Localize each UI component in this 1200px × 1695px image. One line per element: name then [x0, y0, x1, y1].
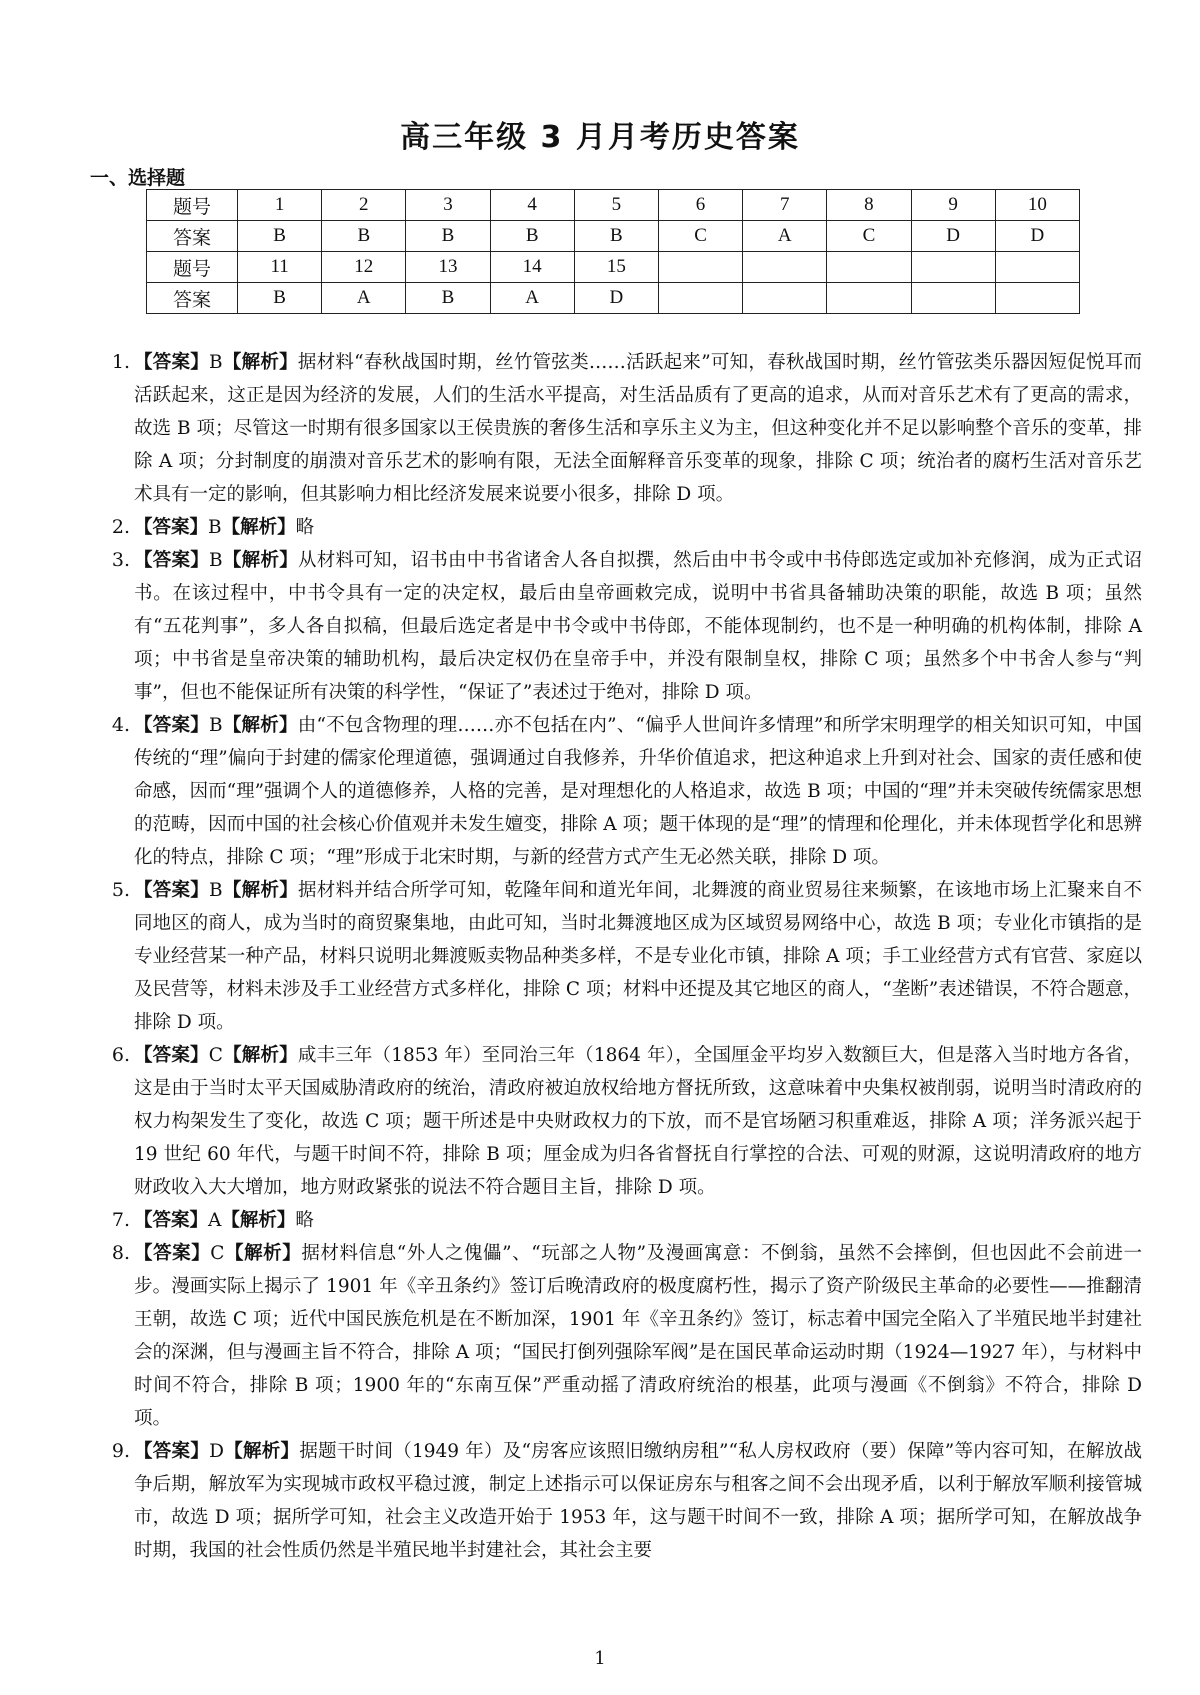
analysis-tag: 【解析】: [224, 1243, 302, 1264]
table-cell: 13: [406, 252, 490, 283]
analysis-tag: 【解析】: [223, 1441, 300, 1462]
table-cell: 5: [574, 190, 658, 221]
analysis-text: 咸丰三年（1853 年）至同治三年（1864 年），全国厘金平均岁入数额巨大，但是落入当时地方各省，这是由于当时太平天国威胁清政府的统治，清政府被迫放权给地方督抚所致，这意味着中央集权被削弱，说明当时清政府的权力构架发生了变化，故选 C 项；题干所述是中央财政权力的下放，而不是官场陋习积重难返，排除 A 项；洋务派兴起于 19 世纪 60 年代，与题干时间不符，排除 B 项；厘金成为归各省督抚自行掌控的合法、可观的财源，这说明清政府的地方财政收入大大增加，地方财政紧张的说法不符合题目主旨，排除 D 项。: [134, 1045, 1142, 1198]
item-body: [134, 1204, 1142, 1237]
analysis-text: 据题干时间（1949 年）及“房客应该照旧缴纳房租”“私人房权政府（要）保障”等内容可知，在解放战争后期，解放军为实现城市政权平稳过渡，制定上述指示可以保证房东与租客之间不会出现矛盾，以利于解放军顺利接管城市，故选 D 项；据所学可知，社会主义改造开始于 1953 年，这与题干时间不一致，排除 A 项；据所学可知，在解放战争时期，我国的社会性质仍然是半殖民地半封建社会，其社会主要: [134, 1441, 1142, 1561]
analysis-tag: 【解析】: [222, 1045, 298, 1066]
analysis-tag: 【解析】: [222, 550, 298, 571]
analysis-text: 据材料“春秋战国时期，丝竹管弦类……活跃起来”可知，春秋战国时期，丝竹管弦类乐器因短促悦耳而活跃起来，这正是因为经济的发展，人们的生活水平提高，对生活品质有了更高的追求，从而对音乐艺术有了更高的需求，故选 B 项；尽管这一时期有很多国家以王侯贵族的奢侈生活和享乐主义为主，但这种变化并不足以影响整个音乐的变革，排除 A 项；分封制度的崩溃对音乐艺术的影响有限，无法全面解释音乐变革的现象，排除 C 项；统治者的腐朽生活对音乐艺术具有一定的影响，但其影响力相比经济发展来说要小很多，排除 D 项。: [134, 352, 1142, 505]
analysis-tag: 【解析】: [222, 352, 298, 373]
answer-tag: 【答案】: [134, 1441, 210, 1462]
table-row: [147, 252, 1080, 283]
table-cell: 15: [574, 252, 658, 283]
answer-letter: B: [208, 715, 223, 736]
table-cell: [658, 252, 742, 283]
explanation-list: [98, 346, 1142, 1567]
list-item: [98, 1204, 1142, 1237]
page-number: 1: [594, 1648, 606, 1669]
table-cell: B: [322, 221, 406, 252]
table-cell: B: [490, 221, 574, 252]
analysis-text: 据材料信息“外人之傀儡”、“玩部之人物”及漫画寓意：不倒翁，虽然不会摔倒，但也因此不会前进一步。漫画实际上揭示了 1901 年《辛丑条约》签订后晚清政府的极度腐朽性，揭示了资产阶级民主革命的必要性——推翻清王朝，故选 C 项；近代中国民族危机是在不断加深，1901 年《辛丑条约》签订，标志着中国完全陷入了半殖民地半封建社会的深渊，但与漫画主旨不符合，排除 A 项；“国民打倒列强除军阀”是在国民革命运动时期（1924—1927 年），与材料中时间不符合，排除 B 项；1900 年的“东南互保”严重动摇了清政府统治的根基，此项与漫画《不倒翁》不符合，排除 D 项。: [134, 1243, 1142, 1429]
item-body: [134, 1435, 1142, 1567]
analysis-text: 略: [295, 517, 315, 538]
analysis-text: 从材料可知，诏书由中书省诸舍人各自拟撰，然后由中书令或中书侍郎选定或加补充修润，成为正式诏书。在该过程中，中书令具有一定的决定权，最后由皇帝画敕完成，说明中书省具备辅助决策的职能，故选 B 项；虽然有“五花判事”，多人各自拟稿，但最后选定者是中书令或中书侍郎，不能体现制约，也不是一种明确的机构体制，排除 A 项；中书省是皇帝决策的辅助机构，最后决定权仍在皇帝手中，并没有限制皇权，排除 C 项；虽然多个中书舍人参与“判事”，但也不能保证所有决策的科学性，“保证了”表述过于绝对，排除 D 项。: [134, 550, 1142, 703]
section-heading: 一、选择题: [90, 167, 186, 189]
list-item: [98, 709, 1142, 874]
answer-tag: 【答案】: [134, 715, 209, 736]
item-number: 8.: [111, 1242, 130, 1264]
item-body: [134, 874, 1142, 1039]
item-body: [134, 511, 1142, 544]
table-row: [147, 221, 1080, 252]
analysis-tag: 【解析】: [221, 1210, 296, 1231]
table-cell: B: [574, 221, 658, 252]
list-item: [98, 1435, 1142, 1567]
table-cell: D: [995, 221, 1079, 252]
list-item: [98, 874, 1142, 1039]
answer-tag: 【答案】: [134, 1045, 209, 1066]
item-number: 3.: [111, 549, 130, 571]
answer-letter: B: [209, 352, 223, 373]
table-cell: [995, 252, 1079, 283]
table-cell: 7: [743, 190, 827, 221]
answer-letter: B: [208, 517, 222, 538]
item-number: 5.: [111, 879, 130, 901]
table-cell: A: [743, 221, 827, 252]
list-item: [98, 346, 1142, 511]
list-item: [98, 511, 1142, 544]
table-cell: 3: [406, 190, 490, 221]
row-label-cell: 答案: [147, 221, 238, 252]
item-body: [134, 544, 1142, 709]
page-title: 高三年级 3 月月考历史答案: [400, 120, 800, 155]
row-label-cell: 题号: [147, 190, 238, 221]
table-cell: [658, 283, 742, 314]
table-cell: B: [406, 283, 490, 314]
table-cell: C: [827, 221, 911, 252]
table-cell: 12: [322, 252, 406, 283]
item-body: [134, 1237, 1142, 1435]
table-cell: 1: [238, 190, 322, 221]
table-cell: D: [911, 221, 995, 252]
table-cell: 4: [490, 190, 574, 221]
list-item: [98, 1237, 1142, 1435]
item-number: 4.: [111, 714, 130, 736]
item-number: 9.: [111, 1440, 130, 1462]
table-cell: [743, 283, 827, 314]
analysis-text: 据材料并结合所学可知，乾隆年间和道光年间，北舞渡的商业贸易往来频繁，在该地市场上汇聚来自不同地区的商人，成为当时的商贸聚集地，由此可知，当时北舞渡地区成为区域贸易网络中心，故选 B 项；专业化市镇指的是专业经营某一种产品，材料只说明北舞渡贩卖物品种类多样，不是专业化市镇，排除 A 项；手工业经营方式有官营、家庭以及民营等，材料未涉及手工业经营方式多样化，排除 C 项；材料中还提及其它地区的商人，“垄断”表述错误，不符合题意，排除 D 项。: [134, 880, 1142, 1033]
table-cell: A: [322, 283, 406, 314]
table-row: [147, 190, 1080, 221]
table-cell: B: [238, 283, 322, 314]
table-cell: B: [406, 221, 490, 252]
answer-tag: 【答案】: [134, 880, 210, 901]
table-cell: [995, 283, 1079, 314]
analysis-tag: 【解析】: [221, 517, 296, 538]
table-cell: [827, 283, 911, 314]
item-body: [134, 346, 1142, 511]
row-label-cell: 答案: [147, 283, 238, 314]
analysis-tag: 【解析】: [222, 715, 298, 736]
answer-letter: A: [208, 1210, 222, 1231]
answer-letter: C: [210, 1243, 225, 1264]
analysis-tag: 【解析】: [222, 880, 298, 901]
table-cell: D: [574, 283, 658, 314]
table-cell: 11: [238, 252, 322, 283]
table-cell: C: [658, 221, 742, 252]
item-number: 7.: [111, 1209, 130, 1231]
item-body: [134, 1039, 1142, 1204]
table-cell: 2: [322, 190, 406, 221]
item-body: [134, 709, 1142, 874]
list-item: [98, 544, 1142, 709]
table-cell: [743, 252, 827, 283]
table-cell: 10: [995, 190, 1079, 221]
answer-letter: D: [209, 1441, 224, 1462]
table-cell: A: [490, 283, 574, 314]
analysis-text: 略: [295, 1210, 314, 1231]
item-number: 1.: [111, 351, 130, 373]
answer-letter: B: [209, 880, 223, 901]
table-cell: 14: [490, 252, 574, 283]
answer-tag: 【答案】: [134, 1210, 209, 1231]
analysis-text: 由“不包含物理的理……亦不包括在内”、“偏乎人世间许多情理”和所学宋明理学的相关知识可知，中国传统的“理”偏向于封建的儒家伦理道德，强调通过自我修养，升华价值追求，把这种追求上升到对社会、国家的责任感和使命感，因而“理”强调个人的道德修养，人格的完善，是对理想化的人格追求，故选 B 项；中国的“理”并未突破传统儒家思想的范畴，因而中国的社会核心价值观并未发生嬗变，排除 A 项；题干体现的是“理”的情理和伦理化，并未体现哲学化和思辨化的特点，排除 C 项；“理”形成于北宋时期，与新的经营方式产生无必然关联，排除 D 项。: [134, 715, 1142, 868]
table-cell: B: [238, 221, 322, 252]
row-label-cell: 题号: [147, 252, 238, 283]
item-number: 6.: [111, 1044, 130, 1066]
table-cell: 6: [658, 190, 742, 221]
answer-tag: 【答案】: [134, 517, 209, 538]
table-row: [147, 283, 1080, 314]
table-cell: 8: [827, 190, 911, 221]
table-cell: 9: [911, 190, 995, 221]
answer-letter: B: [209, 550, 223, 571]
table-cell: [911, 252, 995, 283]
table-cell: [911, 283, 995, 314]
answer-tag: 【答案】: [134, 352, 210, 373]
list-item: [98, 1039, 1142, 1204]
answer-letter: C: [208, 1045, 223, 1066]
answer-table: [146, 189, 1080, 314]
table-cell: [827, 252, 911, 283]
answer-tag: 【答案】: [134, 1243, 211, 1264]
answer-tag: 【答案】: [134, 550, 210, 571]
item-number: 2.: [111, 516, 130, 538]
